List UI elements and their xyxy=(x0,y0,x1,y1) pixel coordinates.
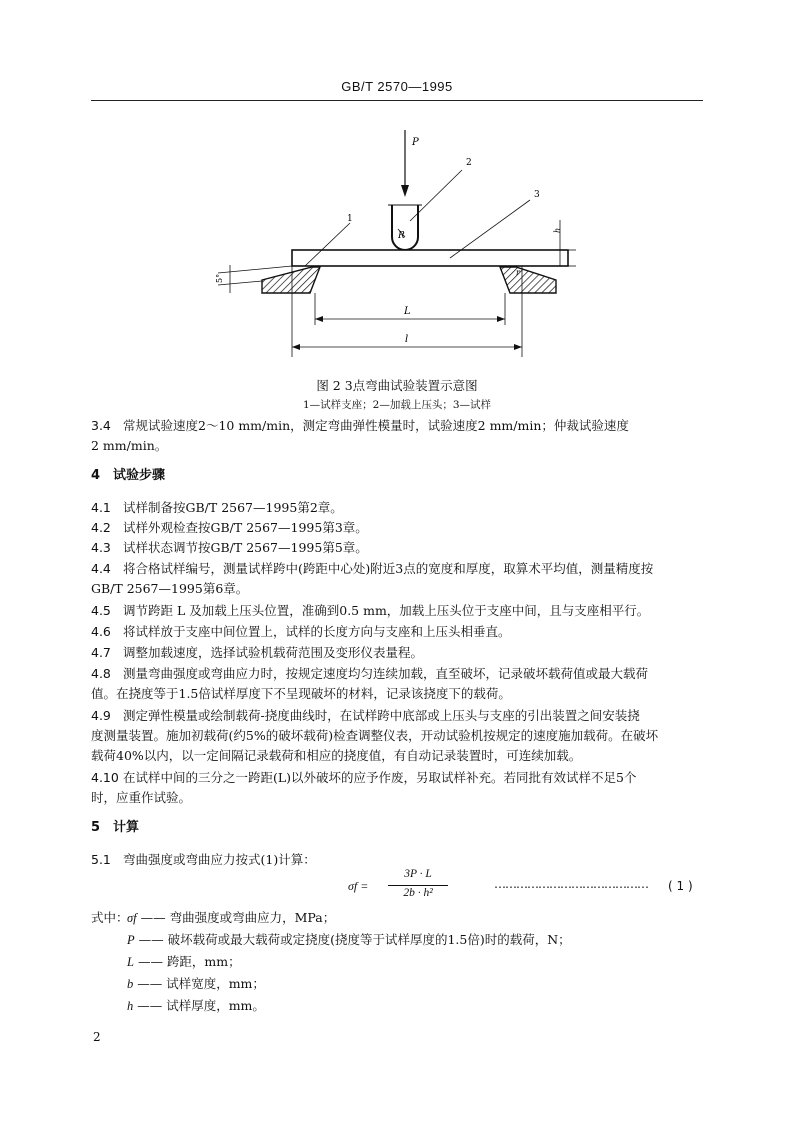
clause-number: 3.4 xyxy=(91,418,111,433)
clause-4-2: 4.2 试样外观检查按GB/T 2567—1995第3章。 xyxy=(91,520,368,535)
where-item-P: P —— 破坏载荷或最大载荷或定挠度(挠度等于试样厚度的1.5倍)时的载荷，N； xyxy=(127,932,571,947)
formula-dots: …………………………………… xyxy=(494,877,648,891)
section-4-heading: 4 试验步骤 xyxy=(91,468,166,483)
clause-4-8: 4.8 测量弯曲强度或弯曲应力时，按规定速度均匀连续加载，直至破坏，记录破坏载荷值或最大载荷 xyxy=(91,666,649,681)
three-point-bending-diagram xyxy=(200,125,580,370)
figure-caption: 图 2 3点弯曲试验装置示意图 xyxy=(316,378,478,393)
clause-4-9-cont2: 载荷40%以内，以一定间隔记录载荷和相应的挠度值，有自动记录装置时，可连续加载。 xyxy=(91,748,582,763)
where-label: 式中： xyxy=(91,910,129,925)
clause-4-8-cont: 值。在挠度等于1.5倍试样厚度下不呈现破坏的材料，记录该挠度下的载荷。 xyxy=(91,686,511,701)
label-angle: 5° xyxy=(215,273,224,283)
figure-legend: 1—试样支座；2—加载上压头；3—试样 xyxy=(302,399,492,411)
label-3: 3 xyxy=(534,190,540,200)
clause-4-5: 4.5 调节跨距 L 及加载上压头位置，准确到0.5 mm，加载上压头位于支座中间，且与支座相平行。 xyxy=(91,603,650,618)
label-h: h xyxy=(553,227,562,233)
clause-4-3: 4.3 试样状态调节按GB/T 2567—1995第5章。 xyxy=(91,540,368,555)
equation-number: ( 1 ) xyxy=(668,879,693,893)
where-item-L: L —— 跨距，mm； xyxy=(127,954,241,969)
fraction-bar xyxy=(388,885,448,886)
formula-numerator: 3P · L xyxy=(404,868,432,880)
clause-4-4: 4.4 将合格试样编号，测量试样跨中(跨距中心处)附近3点的宽度和厚度，取算术平均值，测量精度按 xyxy=(91,561,654,576)
clause-5-1: 5.1 弯曲强度或弯曲应力按式(1)计算： xyxy=(91,852,316,867)
label-2: 2 xyxy=(466,158,472,168)
clause-3-4 xyxy=(91,416,703,436)
page-number: 2 xyxy=(93,1030,101,1044)
clause-4-9: 4.9 测定弹性模量或绘制载荷-挠度曲线时，在试样跨中底部或上压头与支座的引出装置之间安装挠 xyxy=(91,708,640,723)
clause-4-10: 4.10 在试样中间的三分之一跨距(L)以外破坏的应予作废，另取试样补充。若同批有效试样不足5个 xyxy=(91,770,637,785)
clause-4-9-cont: 度测量装置。施加初载荷(约5%的破坏载荷)检查调整仪表，开动试验机按规定的速度施加载荷。在破坏 xyxy=(91,728,659,743)
formula-lhs: σf = xyxy=(348,879,369,893)
label-R: R xyxy=(398,231,405,241)
clause-text: 常规试验速度2～10 mm/min，测定弯曲弹性模量时，试验速度2 mm/min；仲裁试验速度 xyxy=(123,418,629,433)
clause-4-7: 4.7 调整加载速度，选择试验机载荷范围及变形仪表量程。 xyxy=(91,645,424,660)
where-item-b: b —— 试样宽度，mm； xyxy=(127,976,265,991)
label-l: l xyxy=(405,334,409,345)
section-5-heading: 5 计算 xyxy=(91,820,140,835)
where-item-sigma: σf —— 弯曲强度或弯曲应力，MPa； xyxy=(127,910,336,925)
label-r: r xyxy=(516,268,520,277)
label-L: L xyxy=(404,306,411,317)
header-rule xyxy=(91,100,703,101)
label-P: P xyxy=(412,137,419,148)
where-item-h: h —— 试样厚度，mm。 xyxy=(127,998,265,1013)
clause-4-1: 4.1 试样制备按GB/T 2567—1995第2章。 xyxy=(91,500,343,515)
page-header-standard-id: GB/T 2570—1995 xyxy=(341,79,453,94)
clause-4-6: 4.6 将试样放于支座中间位置上，试样的长度方向与支座和上压头相垂直。 xyxy=(91,624,511,639)
label-1: 1 xyxy=(347,214,353,224)
clause-4-4-cont: GB/T 2567—1995第6章。 xyxy=(91,581,249,596)
clause-4-10-cont: 时，应重作试验。 xyxy=(91,790,192,805)
formula-denominator: 2b · h² xyxy=(403,887,433,899)
clause-3-4-cont: 2 mm/min。 xyxy=(91,438,168,453)
